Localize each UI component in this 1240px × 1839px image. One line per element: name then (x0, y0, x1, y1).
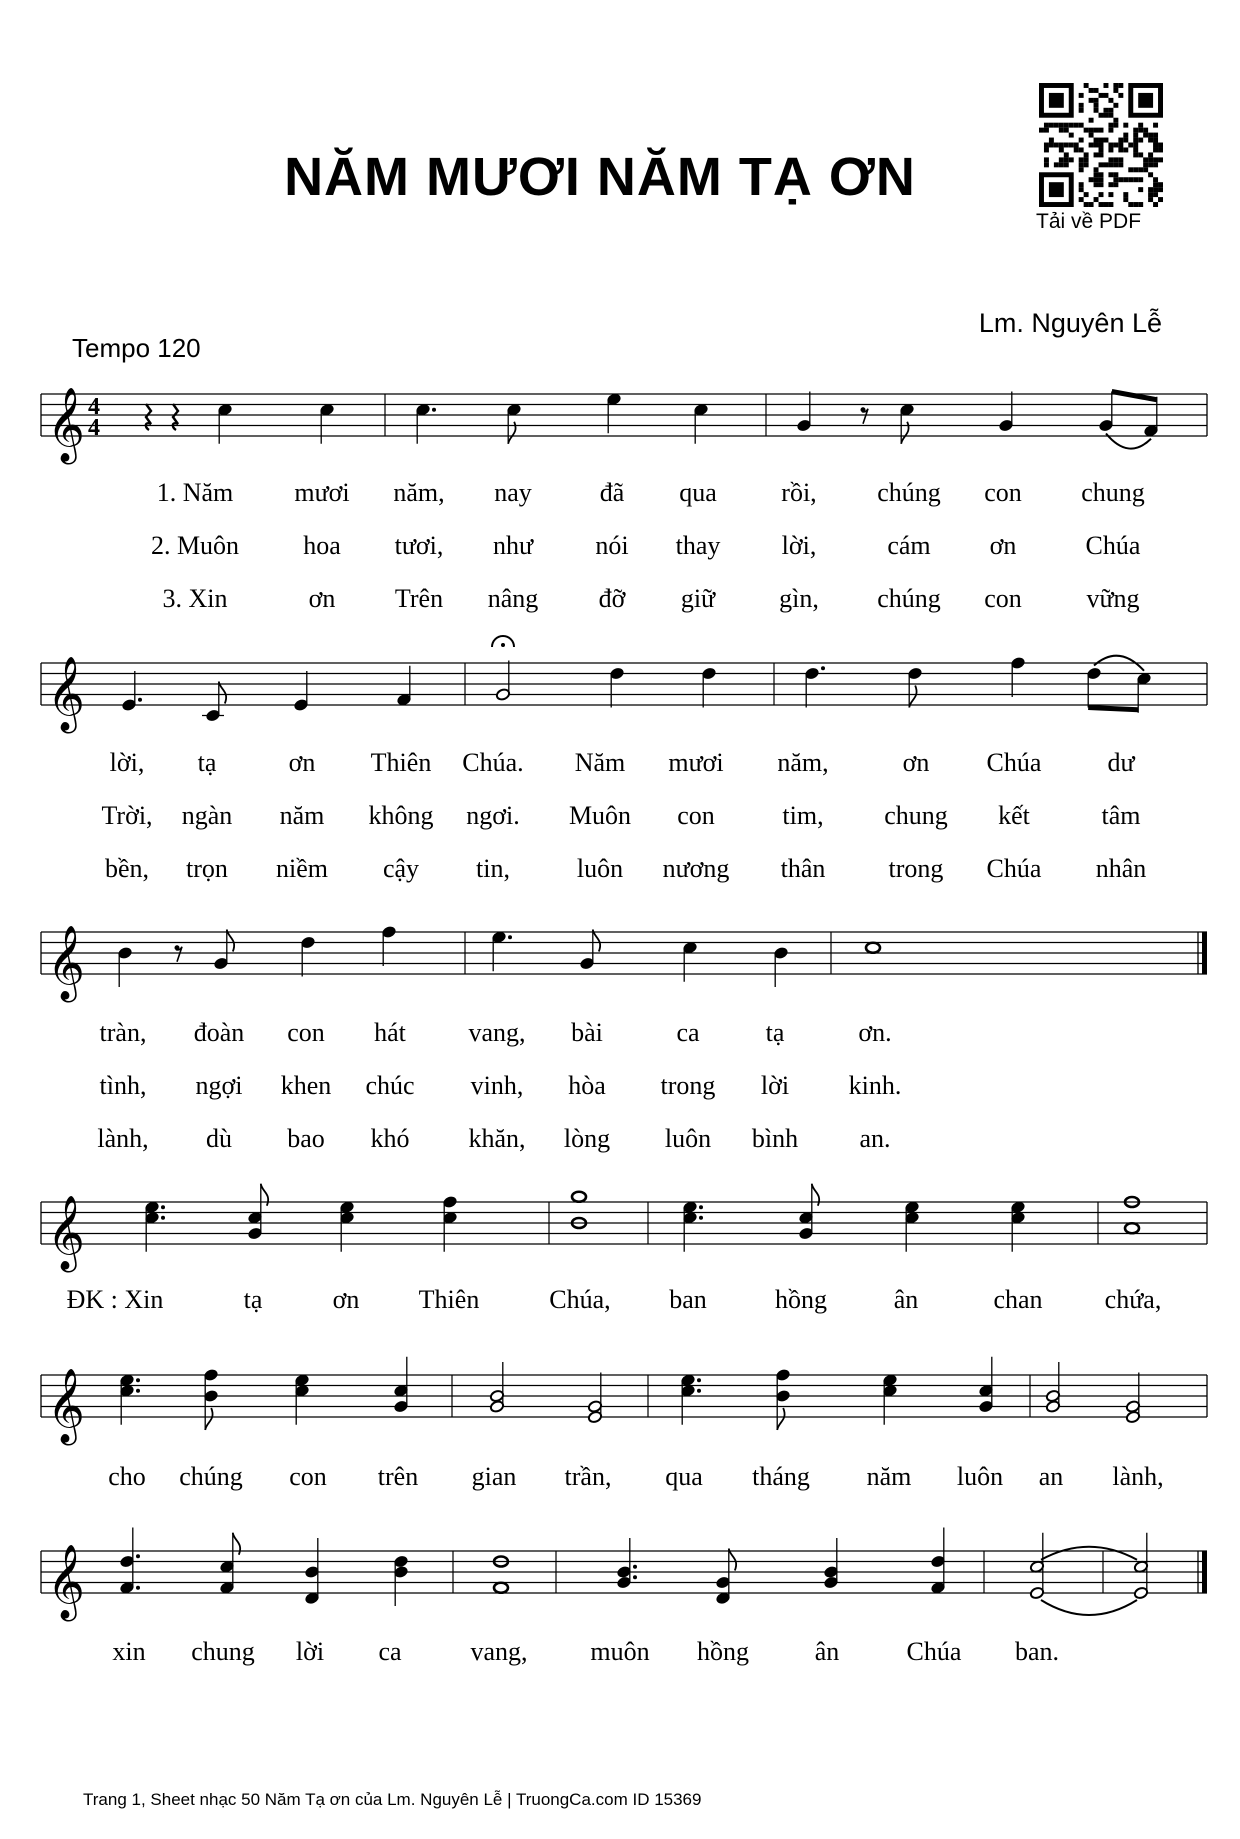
eighth-flag (593, 930, 600, 952)
lyric-syllable: trần, (564, 1462, 612, 1491)
staff-2 (41, 636, 1207, 734)
lyric-syllable: 2. Muôn (150, 531, 240, 560)
staff-6 (41, 1528, 1207, 1623)
whole-note-head (1125, 1223, 1139, 1233)
lyric-syllable: con (984, 584, 1022, 613)
beam (1112, 392, 1157, 400)
lyric-syllable: ngợi (195, 1071, 243, 1100)
lyric-syllable: hồng (697, 1637, 749, 1666)
lyric-syllable: năm, (777, 748, 829, 777)
lyric-syllable: 1. Năm (156, 478, 234, 507)
lyric-syllable: ơn (308, 584, 336, 613)
lyric-syllable: khen (280, 1071, 332, 1100)
lyric-syllable: tạ (243, 1285, 263, 1314)
lyric-syllable: Trên (394, 584, 444, 613)
lyric-syllable: vang, (468, 1018, 526, 1047)
augmentation-dot (432, 408, 436, 412)
time-signature-digit: 4 (88, 415, 100, 441)
lyric-syllable: Chúa (906, 1637, 962, 1666)
lyric-syllable: bài (571, 1018, 603, 1047)
lyric-syllable: ban (669, 1285, 707, 1314)
augmentation-dot (508, 935, 512, 939)
lyric-syllable: qua (665, 1462, 703, 1491)
lyric-syllable: con (984, 478, 1022, 507)
whole-note-head (866, 943, 880, 953)
lyric-syllable: đã (599, 478, 625, 507)
staff-5 (41, 1357, 1207, 1446)
fermata-dot (501, 643, 505, 647)
lyric-syllable: Thiên (418, 1285, 480, 1314)
lyric-syllable: rồi, (781, 478, 817, 507)
augmentation-dot (161, 1205, 165, 1209)
augmentation-dot (821, 666, 825, 670)
lyric-syllable: ơn (288, 748, 316, 777)
lyric-syllable: tạ (197, 748, 217, 777)
lyric-syllable: tim, (782, 801, 824, 830)
lyric-syllable: an. (859, 1124, 891, 1153)
lyric-syllable: nương (662, 854, 730, 883)
lyric-syllable: Thiên (370, 748, 432, 777)
lyric-syllable: nay (494, 478, 532, 507)
lyric-syllable: chung (1081, 478, 1145, 507)
lyric-syllable: Chúa (1085, 531, 1141, 560)
lyric-syllable: con (287, 1018, 325, 1047)
lyric-syllable: ban. (1014, 1637, 1060, 1666)
lyric-syllable: mươi (294, 478, 350, 507)
lyric-syllable: trong (888, 854, 944, 883)
lyric-syllable: luôn (956, 1462, 1004, 1491)
augmentation-dot (136, 1389, 140, 1393)
lyric-syllable: Năm (574, 748, 626, 777)
augmentation-dot (699, 1205, 703, 1209)
lyric-syllable: Chúa (986, 748, 1042, 777)
lyric-syllable: thay (675, 531, 721, 560)
lyric-syllable: hát (374, 1018, 406, 1047)
lyric-syllable: ơn (332, 1285, 360, 1314)
lyric-syllable: Chúa. (462, 748, 524, 777)
lyric-syllable: Trời, (101, 801, 153, 830)
lyric-syllable: ngơi. (466, 801, 520, 830)
augmentation-dot (633, 1575, 637, 1579)
lyric-syllable: muôn (590, 1637, 650, 1666)
song-title: NĂM MƯƠI NĂM TẠ ƠN (284, 147, 916, 207)
lyric-syllable: kinh. (848, 1071, 902, 1100)
lyric-syllable: lời, (109, 748, 145, 777)
lyric-syllable: trên (377, 1462, 419, 1491)
lyric-syllable: 3. Xin (162, 584, 228, 613)
lyric-syllable: gìn, (779, 584, 819, 613)
treble-clef-icon: 𝄞 (47, 388, 85, 462)
lyric-syllable: tình, (99, 1071, 147, 1100)
lyric-syllable: tràn, (99, 1018, 147, 1047)
lyric-syllable: nhân (1095, 854, 1147, 883)
lyric-syllable: an (1038, 1462, 1064, 1491)
treble-clef-icon: 𝄞 (47, 926, 85, 1000)
augmentation-dot (633, 1565, 637, 1569)
lyric-syllable: ơn. (858, 1018, 892, 1047)
lyric-syllable: tháng (752, 1462, 810, 1491)
lyric-syllable: năm (866, 1462, 912, 1491)
lyric-syllable: ca (676, 1018, 700, 1047)
lyric-syllable: tâm (1101, 801, 1141, 830)
lyric-syllable: năm, (393, 478, 445, 507)
whole-note-head (494, 1583, 508, 1593)
lyric-syllable: giữ (680, 584, 716, 613)
lyric-syllable: bền, (104, 854, 150, 883)
lyric-syllable: bình (751, 1124, 799, 1153)
lyric-syllable: hồng (775, 1285, 827, 1314)
lyric-syllable: chung (884, 801, 948, 830)
lyric-syllable: Chúa (986, 854, 1042, 883)
lyric-syllable: khó (370, 1124, 410, 1153)
lyric-syllable: chúc (365, 1071, 415, 1100)
lyric-syllable: ca (378, 1637, 402, 1666)
lyric-syllable: bao (287, 1124, 325, 1153)
lyric-syllable: chung (191, 1637, 255, 1666)
download-pdf-link[interactable]: Tải về PDF (1036, 210, 1142, 233)
tie (1041, 1547, 1137, 1560)
eighth-flag (777, 1408, 784, 1430)
lyric-syllable: dù (206, 1124, 232, 1153)
eighth-flag (227, 930, 234, 952)
treble-clef-icon: 𝄞 (47, 1196, 85, 1270)
eighth-flag (729, 1549, 736, 1571)
eighth-flag (219, 682, 226, 704)
lyric-syllable: ân (893, 1285, 919, 1314)
lyric-syllable: hoa (303, 531, 341, 560)
lyric-syllable: ơn (902, 748, 930, 777)
augmentation-dot (697, 1378, 701, 1382)
whole-note-head (572, 1192, 586, 1202)
augmentation-dot (136, 1554, 140, 1558)
lyric-syllable: lời (760, 1071, 790, 1100)
lyric-syllable: lời, (781, 531, 817, 560)
staff-3 (41, 925, 1207, 1003)
augmentation-dot (697, 1389, 701, 1393)
lyric-syllable: lành, (97, 1124, 149, 1153)
lyric-syllable: gian (471, 1462, 517, 1491)
lyric-syllable: tạ (765, 1018, 785, 1047)
eighth-flag (909, 686, 916, 708)
lyric-syllable: hòa (568, 1071, 606, 1100)
tempo-marking: Tempo 120 (72, 333, 201, 363)
lyric-syllable: ân (814, 1637, 840, 1666)
lyric-syllable: mươi (668, 748, 724, 777)
lyric-syllable: luôn (576, 854, 624, 883)
lyric-syllable: Chúa, (549, 1285, 611, 1314)
augmentation-dot (138, 698, 142, 702)
lyric-syllable: kết (998, 801, 1030, 830)
lyric-syllable: năm (279, 801, 325, 830)
lyric-syllable: chan (993, 1285, 1043, 1314)
lyric-syllable: khăn, (468, 1124, 526, 1153)
lyric-syllable: xin (112, 1637, 146, 1666)
lyric-syllable: vinh, (470, 1071, 524, 1100)
lyric-syllable: vững (1086, 584, 1140, 613)
lyric-syllable: nói (595, 531, 629, 560)
lyric-syllable: ngàn (181, 801, 233, 830)
treble-clef-icon: 𝄞 (47, 1545, 85, 1619)
lyric-syllable: chứa, (1104, 1285, 1162, 1314)
lyric-syllable: chúng (179, 1462, 243, 1491)
augmentation-dot (161, 1216, 165, 1220)
lyric-syllable: luôn (664, 1124, 712, 1153)
lyric-syllable: dư (1107, 748, 1135, 777)
lyric-syllable: lời (295, 1637, 325, 1666)
lyric-syllable: thân (780, 854, 826, 883)
lyric-syllable: trong (660, 1071, 716, 1100)
lyric-syllable: chúng (877, 478, 941, 507)
eighth-flag (205, 1408, 212, 1430)
beam (1088, 708, 1138, 710)
staff-1 (41, 388, 1207, 465)
lyric-syllable: như (492, 531, 534, 560)
time-signature-digit: 4 (88, 394, 100, 420)
lyric-syllable: cám (887, 531, 931, 560)
final-barline-thick (1202, 932, 1207, 974)
tie (1041, 1600, 1137, 1615)
lyric-syllable: không (368, 801, 434, 830)
augmentation-dot (136, 1586, 140, 1590)
lyric-syllable: tin, (476, 854, 510, 883)
lyric-syllable: nâng (487, 584, 539, 613)
lyric-syllable: qua (679, 478, 717, 507)
lyric-syllable: Muôn (568, 801, 632, 830)
lyric-syllable: ĐK : Xin (66, 1285, 164, 1314)
final-barline-thick (1202, 1551, 1207, 1593)
page-footer: Trang 1, Sheet nhạc 50 Năm Tạ ơn của Lm. Nguyên Lễ | TruongCa.com ID 15369 (83, 1790, 702, 1809)
lyric-syllable: đỡ (598, 584, 626, 613)
lyric-syllable: niềm (276, 854, 328, 883)
lyric-syllable: lành, (1112, 1462, 1164, 1491)
lyric-syllable: trọn (186, 854, 228, 883)
lyric-syllable: ơn (989, 531, 1017, 560)
lyric-syllable: chúng (877, 584, 941, 613)
lyric-syllable: đoàn (193, 1018, 245, 1047)
lyric-syllable: lòng (563, 1124, 611, 1153)
treble-clef-icon: 𝄞 (47, 1369, 85, 1443)
staff-4 (41, 1184, 1207, 1273)
augmentation-dot (699, 1216, 703, 1220)
lyric-syllable: tươi, (394, 531, 444, 560)
augmentation-dot (136, 1378, 140, 1382)
lyric-syllable: con (289, 1462, 327, 1491)
composer: Lm. Nguyên Lễ (978, 308, 1162, 338)
lyric-syllable: cậy (382, 854, 420, 883)
lyric-syllable: vang, (470, 1637, 528, 1666)
treble-clef-icon: 𝄞 (47, 657, 85, 731)
lyric-syllable: con (677, 801, 715, 830)
lyric-syllable: cho (108, 1462, 146, 1491)
